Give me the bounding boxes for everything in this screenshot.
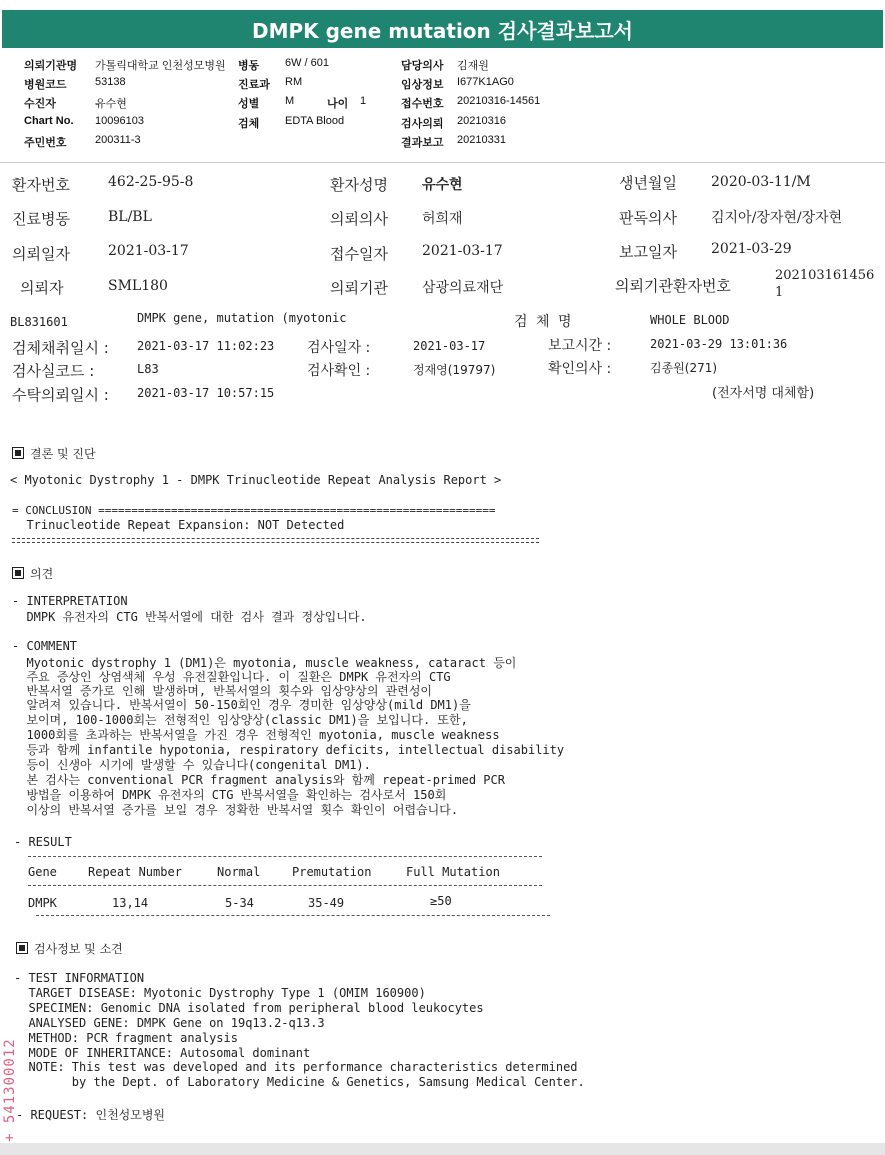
specimen-label: 검체 <box>238 118 260 130</box>
test-code: BL831601 <box>10 315 68 329</box>
info-section-title: 검사정보 및 소견 <box>16 940 123 957</box>
reqdate-value: 2021-03-17 <box>108 243 189 259</box>
consign-value: 2021-03-17 10:57:15 <box>137 386 275 400</box>
comment-line: 등과 함께 infantile hypotonia, respiratory deficits, intellectual disability <box>12 743 565 757</box>
rpttime-value: 2021-03-29 13:01:36 <box>650 337 788 351</box>
interpretation-text: DMPK 유전자의 CTG 반복서열에 대한 검사 결과 정상입니다. <box>12 610 367 624</box>
doctor-value: 김재원 <box>457 60 489 72</box>
chart-value: 10096103 <box>95 115 144 127</box>
reqinst-value: 삼광의료재단 <box>422 280 504 296</box>
ward2-label: 진료병동 <box>12 210 70 228</box>
ward2-value: BL/BL <box>108 209 152 225</box>
side-barcode-number: + 541300012 <box>2 1038 18 1142</box>
result-col-gene: Gene <box>28 865 57 879</box>
dob-value: 2020-03-11/M <box>711 174 811 190</box>
request-value: 20210316 <box>457 115 506 127</box>
doctor-label: 담당의사 <box>401 60 444 72</box>
hospital-code-value: 53138 <box>95 76 126 88</box>
result-cell-normal: 5-34 <box>225 896 254 910</box>
result-rule <box>28 856 542 857</box>
specimen-name-value: WHOLE BLOOD <box>650 313 730 327</box>
result-col-full: Full Mutation <box>406 865 500 879</box>
testdate-value: 2021-03-17 <box>413 339 486 353</box>
collect-value: 2021-03-17 11:02:23 <box>137 339 275 353</box>
reader-label: 판독의사 <box>619 209 677 227</box>
rrn-value: 200311-3 <box>95 134 141 146</box>
result-cell-gene: DMPK <box>28 896 57 910</box>
specimen-name-label: 검 체 명 <box>514 314 574 330</box>
name-label: 환자성명 <box>330 176 388 194</box>
requester-value: SML180 <box>108 278 168 294</box>
rpttime-label: 보고시간 : <box>548 338 612 354</box>
clinical-value: I677K1AG0 <box>457 76 514 88</box>
info-line: NOTE: This test was developed and its performance characteristics determined <box>14 1060 578 1074</box>
dept-value: RM <box>285 76 303 88</box>
result-head: - RESULT <box>14 835 72 849</box>
specimen-value: EDTA Blood <box>285 115 345 127</box>
comment-line: 알려져 있습니다. 반복서열이 50-150회인 경우 경미한 임상양상(mild DM1)을 <box>12 698 471 712</box>
labcode-value: L83 <box>137 362 159 376</box>
comment-line: 보이며, 100-1000회는 전형적인 임상양상(classic DM1)을 보입니다. 또한, <box>12 713 468 727</box>
request-label: 검사의뢰 <box>401 118 444 130</box>
sex-label: 성별 <box>238 98 260 110</box>
conclusion-header: = CONCLUSION ============================================================ <box>12 504 496 517</box>
info-line: SPECIMEN: Genomic DNA isolated from peripheral blood leukocytes <box>14 1001 484 1015</box>
header-divider <box>0 162 885 163</box>
info-line: by the Dept. of Laboratory Medicine & Genetics, Samsung Medical Center. <box>14 1075 585 1089</box>
collect-label: 검체채취일시 : <box>12 339 109 357</box>
square-bullet-icon <box>12 447 24 459</box>
accession-label: 접수번호 <box>401 98 444 110</box>
comment-line: 반복서열 증가로 인해 발생하며, 반복서열의 횟수와 임상양상의 관련성이 <box>12 684 433 698</box>
result-cell-repeat: 13,14 <box>112 896 149 910</box>
age-value: 1 <box>360 95 367 107</box>
age-label: 나이 <box>327 98 349 110</box>
result-rule <box>36 915 550 916</box>
report-subtitle: < Myotonic Dystrophy 1 - DMPK Trinucleotide Repeat Analysis Report > <box>10 473 502 487</box>
ward-value: 6W / 601 <box>285 57 330 69</box>
esign-note: (전자서명 대체함) <box>712 386 815 401</box>
test-name: DMPK gene, mutation (myotonic <box>137 311 347 325</box>
recvdate-value: 2021-03-17 <box>422 243 503 259</box>
chart-label: Chart No. <box>24 115 74 127</box>
info-line: TARGET DISEASE: Myotonic Dystrophy Type 1 (OMIM 160900) <box>14 986 426 1000</box>
info-head: - TEST INFORMATION <box>14 971 145 985</box>
instpid-label: 의뢰기관환자번호 <box>615 277 731 295</box>
dept-label: 진료과 <box>238 79 270 91</box>
consign-label: 수탁의뢰일시 : <box>12 386 109 404</box>
comment-head: - COMMENT <box>12 639 78 653</box>
rrn-label: 주민번호 <box>24 137 67 149</box>
comment-line: Myotonic dystrophy 1 (DM1)은 myotonia, muscle weakness, cataract 등이 <box>12 656 517 670</box>
result-col-normal: Normal <box>217 865 261 879</box>
result-rule <box>28 885 542 886</box>
double-rule <box>12 538 539 543</box>
testdate-label: 검사일자 : <box>307 340 371 356</box>
interpretation-head: - INTERPRETATION <box>12 594 128 608</box>
comment-line: 주요 증상인 상염색체 우성 유전질환입니다. 이 질환은 DMPK 유전자의 CTG <box>12 670 451 684</box>
bottom-band <box>0 1143 885 1155</box>
verdoc-label: 확인의사 : <box>548 361 612 377</box>
confirm-label: 검사확인 : <box>307 363 371 379</box>
rptdate-value: 2021-03-29 <box>711 241 792 257</box>
reqdoc-label: 의뢰의사 <box>330 210 388 228</box>
info-line: METHOD: PCR fragment analysis <box>14 1031 238 1045</box>
info-line: ANALYSED GENE: DMPK Gene on 19q13.2-q13.3 <box>14 1016 325 1030</box>
accession-value: 20210316-14561 <box>457 95 541 107</box>
pid-label: 환자번호 <box>12 176 70 194</box>
opinion-section-title: 의견 <box>12 565 53 582</box>
instpid-value-2: 1 <box>775 285 784 300</box>
reader-value: 김지아/장자현/장자현 <box>711 210 843 226</box>
reqdoc-value: 허희재 <box>422 211 463 227</box>
result-cell-premutation: 35-49 <box>308 896 345 910</box>
institution-label: 의뢰기관명 <box>24 60 78 72</box>
hospital-code-label: 병원코드 <box>24 79 67 91</box>
recvdate-label: 접수일자 <box>330 245 388 263</box>
comment-line: 이상의 반복서열 증가를 보일 경우 정확한 반복서열 횟수 확인이 어렵습니다. <box>12 803 459 817</box>
sex-value: M <box>285 95 295 107</box>
ward-label: 병동 <box>238 60 260 72</box>
clinical-label: 임상정보 <box>401 79 444 91</box>
reqdate-label: 의뢰일자 <box>12 245 70 263</box>
report-value: 20210331 <box>457 134 506 146</box>
examinee-value: 유수현 <box>95 98 127 110</box>
labcode-label: 검사실코드 : <box>12 362 95 380</box>
instpid-value-1: 202103161456 <box>775 268 875 283</box>
square-bullet-icon <box>16 942 28 954</box>
confirm-value: 정재영(19797) <box>413 363 496 377</box>
comment-line: 등이 신생아 시기에 발생할 수 있습니다(congenital DM1). <box>12 758 371 772</box>
name-value: 유수현 <box>422 177 463 193</box>
conclusion-section-title: 결론 및 진단 <box>12 445 96 462</box>
examinee-label: 수진자 <box>24 98 56 110</box>
report-title: DMPK gene mutation 검사결과보고서 <box>2 10 883 48</box>
dob-label: 생년월일 <box>619 174 677 192</box>
info-line: MODE OF INHERITANCE: Autosomal dominant <box>14 1046 311 1060</box>
result-col-premutation: Premutation <box>292 865 372 879</box>
square-bullet-icon <box>12 567 24 579</box>
institution-value: 가톨릭대학교 인천성모병원 <box>95 60 226 72</box>
comment-line: 본 검사는 conventional PCR fragment analysis와 함께 repeat-primed PCR <box>12 773 505 787</box>
report-label: 결과보고 <box>401 137 444 149</box>
requester-label: 의뢰자 <box>20 279 64 297</box>
comment-line: 방법을 이용하여 DMPK 유전자의 CTG 반복서열을 확인하는 검사로서 150회 <box>12 788 447 802</box>
reqinst-label: 의뢰기관 <box>330 279 388 297</box>
result-cell-full: ≥50 <box>430 894 452 908</box>
pid-value: 462-25-95-8 <box>108 174 194 190</box>
comment-line: 1000회를 초과하는 반복서열을 가진 경우 전형적인 myotonia, muscle weakness <box>12 728 500 742</box>
verdoc-value: 김종원(271) <box>650 361 718 375</box>
conclusion-text: Trinucleotide Repeat Expansion: NOT Detected <box>12 518 345 532</box>
result-col-repeat: Repeat Number <box>88 865 182 879</box>
request-line: - REQUEST: 인천성모병원 <box>16 1108 166 1122</box>
rptdate-label: 보고일자 <box>619 243 677 261</box>
